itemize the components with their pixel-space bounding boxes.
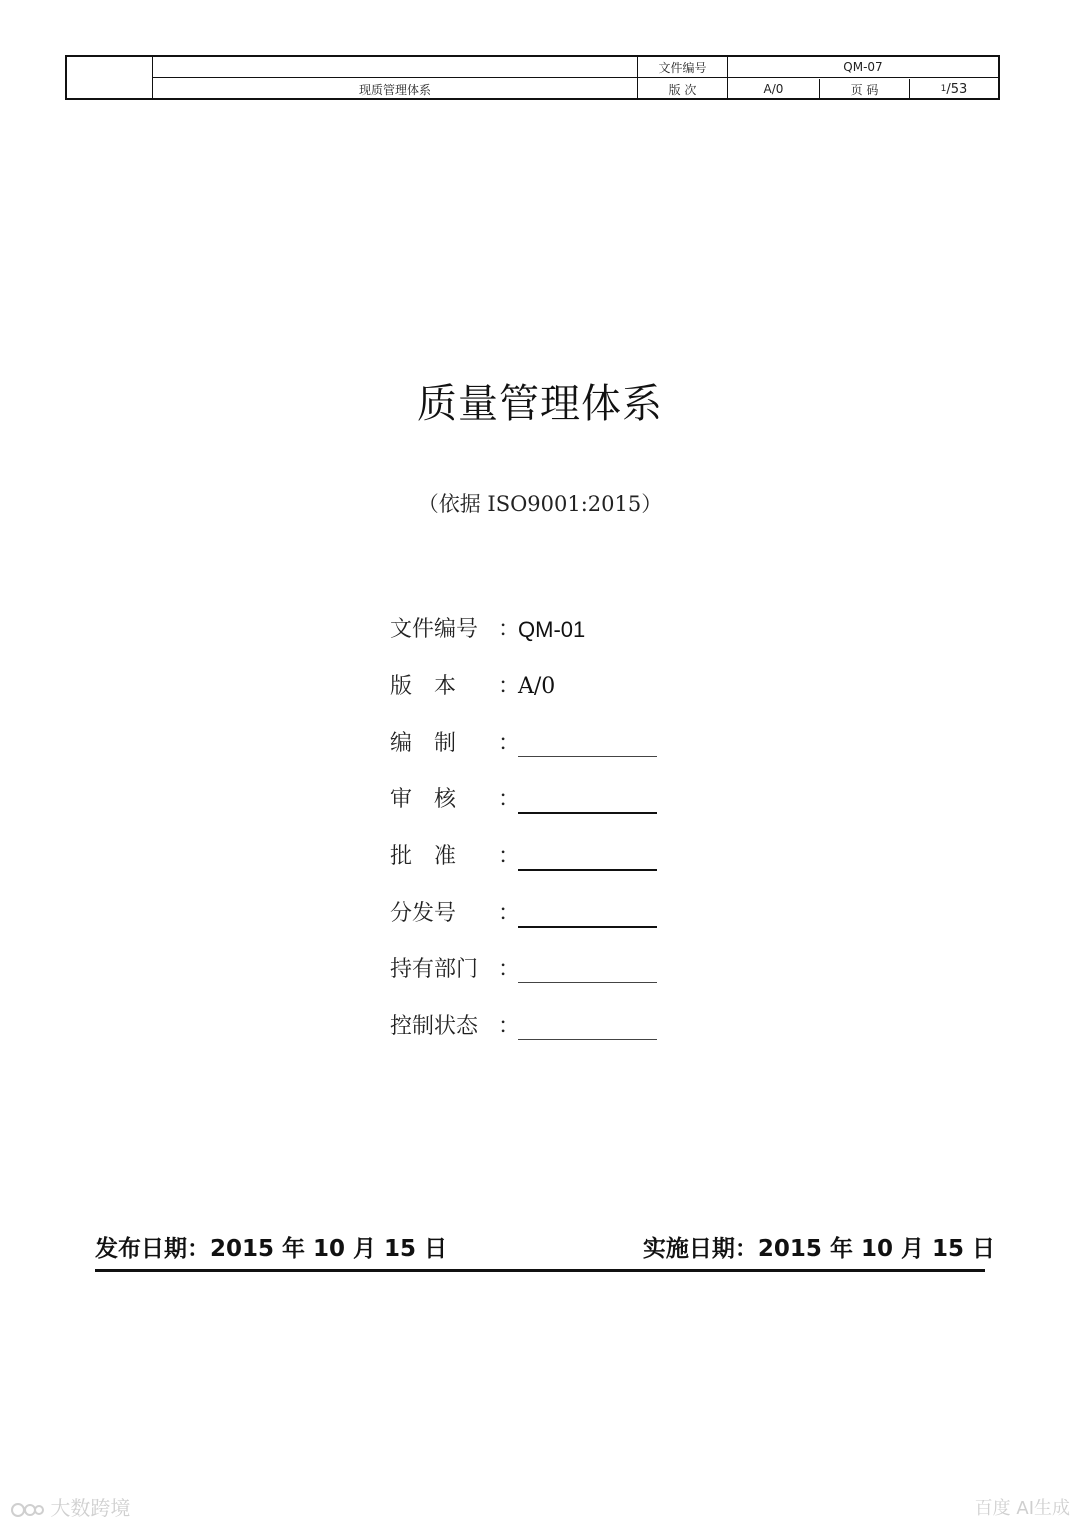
field-colon: ： (498, 617, 521, 642)
version-label: 版 次 (668, 82, 697, 97)
field-colon: ： (498, 957, 521, 982)
field-label: 编 制 (390, 731, 457, 756)
field-colon: ： (498, 674, 521, 699)
field-value: A/0 (518, 674, 556, 699)
field-blank-line (518, 869, 657, 871)
field-blank-line (518, 812, 657, 814)
effective-date: 实施日期：2015 年 10 月 15 日 (642, 1236, 995, 1262)
document-title: 质量管理体系 (417, 381, 663, 427)
field-colon: ： (498, 1014, 521, 1039)
field-colon: ： (498, 844, 521, 869)
field-version (390, 671, 690, 705)
field-label: 审 核 (390, 787, 457, 812)
field-blank-line (518, 926, 657, 928)
field-colon: ： (498, 787, 521, 812)
page-total: /53 (946, 81, 968, 97)
field-label: 分发号 (390, 901, 457, 926)
watermark-left-text: 大数跨境 (50, 1496, 131, 1520)
field-holding-department (390, 954, 690, 988)
watermark-left (10, 1492, 130, 1521)
brand-logo-icon (10, 1500, 44, 1520)
field-blank-line (518, 982, 657, 983)
page-number: 1 (940, 84, 947, 94)
field-control-status (390, 1011, 690, 1045)
field-label: 版 本 (390, 674, 457, 699)
field-label: 控制状态 (390, 1014, 479, 1039)
field-label: 批 准 (390, 844, 457, 869)
field-label: 持有部门 (390, 957, 479, 982)
field-prepared-by (390, 728, 690, 762)
field-colon: ： (498, 901, 521, 926)
doc-no-value: QM-07 (843, 60, 883, 74)
field-blank-line (518, 1039, 657, 1040)
document-subtitle: （依据 ISO9001:2015） (417, 492, 663, 516)
header-table (65, 55, 1000, 100)
field-reviewed-by (390, 784, 690, 818)
field-label: 文件编号 (390, 617, 479, 642)
field-blank-line (518, 756, 657, 757)
release-date: 发布日期：2015 年 10 月 15 日 (95, 1236, 448, 1262)
page-value (910, 78, 998, 100)
system-name: 现质管理体系 (358, 82, 431, 97)
page-label: 页 码 (850, 82, 879, 97)
footer-rule (95, 1269, 985, 1272)
version-value: A/0 (763, 82, 784, 96)
watermark-right: 百度 AI生成 (974, 1498, 1070, 1519)
field-colon: ： (498, 731, 521, 756)
doc-no-label: 文件编号 (658, 60, 707, 75)
field-approved-by (390, 841, 690, 875)
field-doc-number (390, 614, 690, 648)
field-value: QM-01 (518, 617, 586, 642)
field-distribution-no (390, 898, 690, 932)
